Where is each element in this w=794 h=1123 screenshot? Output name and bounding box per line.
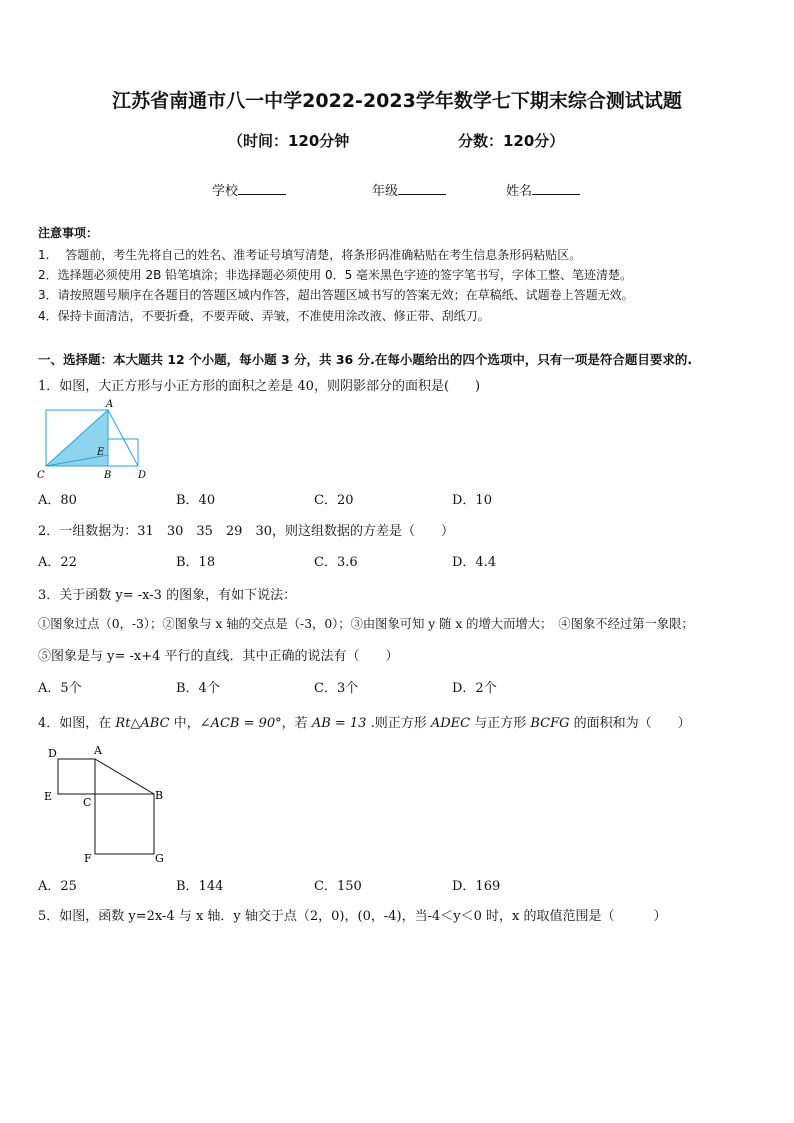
- exam-title: 江苏省南通市八一中学2022-2023学年数学七下期末综合测试试题: [112, 90, 682, 112]
- q4-label-d: D: [48, 747, 57, 760]
- section-heading: 一、选择题：本大题共 12 个小题，每小题 3 分，共 36 分.在每小题给出的四个选项中，只有一项是符合题目要求的.: [38, 352, 693, 367]
- notes-heading: 注意事项：: [38, 226, 99, 240]
- q3-option-c[interactable]: C．3个: [314, 681, 359, 696]
- q4-option-b[interactable]: B．144: [176, 879, 224, 894]
- note-item-1: 1. 答题前，考生先将自己的姓名、准考证号填写清楚，将条形码准确粘贴在考生信息条形码粘贴区。: [38, 248, 582, 262]
- q4-stem-mid4: 与正方形: [470, 716, 531, 731]
- q4-stem-mid3: .则正方形: [366, 716, 431, 731]
- q4-label-a: A: [94, 744, 102, 757]
- q3-stem: 3．关于函数 y= -x-3 的图象，有如下说法：: [38, 588, 297, 603]
- q4-option-a[interactable]: A．25: [38, 879, 77, 894]
- q4-stem-mid2: ，若: [281, 716, 312, 731]
- q1-label-e: E: [97, 447, 105, 458]
- school-field: [212, 180, 286, 199]
- q3-statements-2: ⑤图象是与 y= -x+4 平行的直线．其中正确的说法有（ ）: [38, 649, 399, 664]
- q2-option-d[interactable]: D．4.4: [452, 555, 497, 570]
- q4-stem-mid1: 中，: [169, 716, 200, 731]
- note-item-3: 3．请按照题号顺序在各题目的答题区域内作答，超出答题区域书写的答案无效；在草稿纸、试题卷上答题无效。: [38, 288, 634, 302]
- note-item-4: 4．保持卡面清洁，不要折叠，不要弄破、弄皱，不准使用涂改液、修正带、刮纸刀。: [38, 309, 490, 323]
- q4-stem-suffix: 的面积和为（ ）: [569, 716, 691, 731]
- q1-stem: 1．如图，大正方形与小正方形的面积之差是 40，则阴影部分的面积是( ): [38, 379, 481, 394]
- q4-stem-prefix: 4．如图，在: [38, 716, 116, 731]
- exam-time: （时间：120分钟: [228, 132, 350, 150]
- q4-option-c[interactable]: C．150: [314, 879, 362, 894]
- q2-stem: 2．一组数据为：31 30 35 29 30，则这组数据的方差是（ ）: [38, 524, 454, 539]
- q2-option-a[interactable]: A．22: [38, 555, 77, 570]
- q1-label-b: B: [104, 470, 112, 481]
- q4-stem: [38, 712, 691, 731]
- q4-square-bcfg: [95, 794, 154, 854]
- q4-ab: AB = 13: [311, 716, 367, 731]
- q4-label-b: B: [155, 789, 164, 802]
- q4-square-1: ADEC: [430, 716, 471, 731]
- grade-field: [372, 180, 446, 199]
- q1-figure: [36, 398, 152, 482]
- q4-angle: ∠ACB = 90°: [199, 716, 282, 731]
- name-label: 姓名: [506, 184, 533, 199]
- q4-square-adec: [58, 759, 95, 794]
- grade-label: 年级: [372, 184, 399, 199]
- grade-blank[interactable]: [398, 182, 446, 195]
- q4-rt-triangle: Rt△ABC: [115, 716, 170, 731]
- q4-label-g: G: [155, 852, 164, 865]
- q4-figure: [36, 740, 176, 870]
- q4-label-f: F: [84, 852, 92, 865]
- exam-score: 分数：120分）: [458, 132, 565, 150]
- school-blank[interactable]: [238, 182, 286, 195]
- q4-hypotenuse-ab: [95, 759, 154, 794]
- q1-option-a[interactable]: A．80: [38, 493, 77, 508]
- school-label: 学校: [212, 184, 239, 199]
- q4-option-d[interactable]: D．169: [452, 879, 501, 894]
- q1-option-c[interactable]: C．20: [314, 493, 354, 508]
- q5-stem: 5．如图，函数 y=2x-4 与 x 轴．y 轴交于点（2，0)，(0，-4)，当-4＜y＜0 时，x 的取值范围是（ ）: [38, 909, 667, 924]
- q4-label-c: C: [83, 796, 92, 809]
- q1-label-c: C: [37, 470, 45, 481]
- q2-option-c[interactable]: C．3.6: [314, 555, 358, 570]
- q3-option-a[interactable]: A．5个: [38, 681, 82, 696]
- q1-label-a: A: [106, 399, 114, 410]
- q2-option-b[interactable]: B．18: [176, 555, 216, 570]
- q1-label-d: D: [138, 470, 147, 481]
- q3-option-d[interactable]: D．2个: [452, 681, 497, 696]
- q4-square-2: BCFG: [530, 716, 570, 731]
- q4-label-e: E: [44, 790, 53, 803]
- q3-statements-1: ①图象过点（0，-3）；②图象与 x 轴的交点是（-3，0）；③由图象可知 y 随 x 的增大而增大； ④图象不经过第一象限；: [38, 617, 694, 631]
- note-item-2: 2．选择题必须使用 2B 铅笔填涂；非选择题必须使用 0．5 毫米黑色字迹的签字笔书写，字体工整、笔迹清楚。: [38, 268, 633, 282]
- name-blank[interactable]: [532, 182, 580, 195]
- q1-option-d[interactable]: D．10: [452, 493, 492, 508]
- name-field: [506, 180, 580, 199]
- q1-small-square: [108, 439, 138, 466]
- q3-option-b[interactable]: B．4个: [176, 681, 220, 696]
- q1-option-b[interactable]: B．40: [176, 493, 216, 508]
- q1-line-ad: [108, 410, 138, 466]
